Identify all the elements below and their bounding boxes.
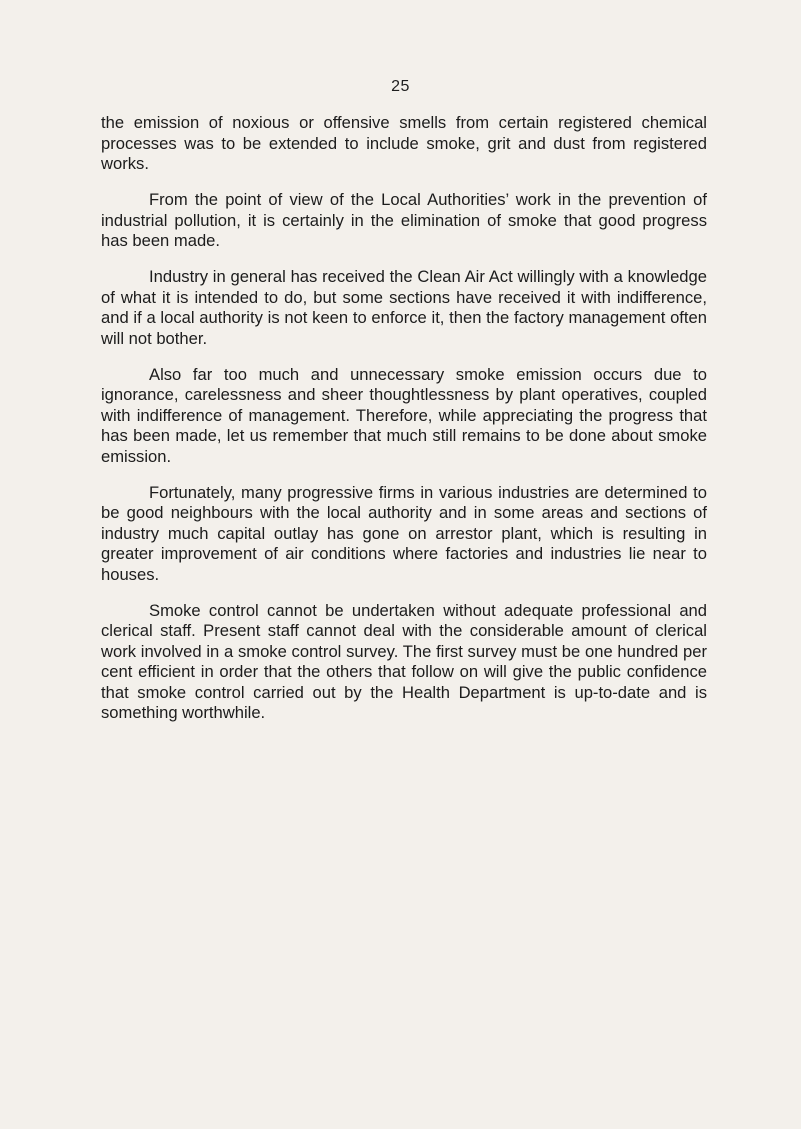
page-number: 25 [391,78,410,95]
paragraph-5: Fortunately, many progressive firms in various industries are determined to be good neighbours with the local authority and in some areas and sections of industry much capital outlay has gone on arrestor plant, which is resulting in greater improvement of air conditions where factories and industries lie near to houses. [101,482,707,584]
paragraph-6: Smoke control cannot be undertaken without adequate professional and clerical staff. Present staff cannot deal with the considerable amount of clerical work involved in a smoke control survey. The first survey must be one hundred per cent efficient in order that the others that follow on will give the public confidence that smoke control carried out by the Health Department is up-to-date and is something worthwhile. [101,600,707,722]
paragraph-4: Also far too much and unnecessary smoke emission occurs due to ignorance, carelessness and sheer thoughtlessness by plant operatives, coupled with indifference of management. Therefore, while appreciating the progress that has been made, let us remember that much still remains to be done about smoke emission. [101,364,707,466]
paragraph-3: Industry in general has received the Clean Air Act willingly with a knowledge of what it is intended to do, but some sections have received it with indifference, and if a local authority is not keen to enforce it, then the factory management often will not bother. [101,267,707,348]
body-text [101,113,707,739]
paragraph-2: From the point of view of the Local Authorities’ work in the prevention of industrial pollution, it is certainly in the elimination of smoke that good progress has been made. [101,190,707,250]
paragraph-1: the emission of noxious or offensive smells from certain registered chemical processes was to be extended to include smoke, grit and dust from registered works. [101,113,707,173]
